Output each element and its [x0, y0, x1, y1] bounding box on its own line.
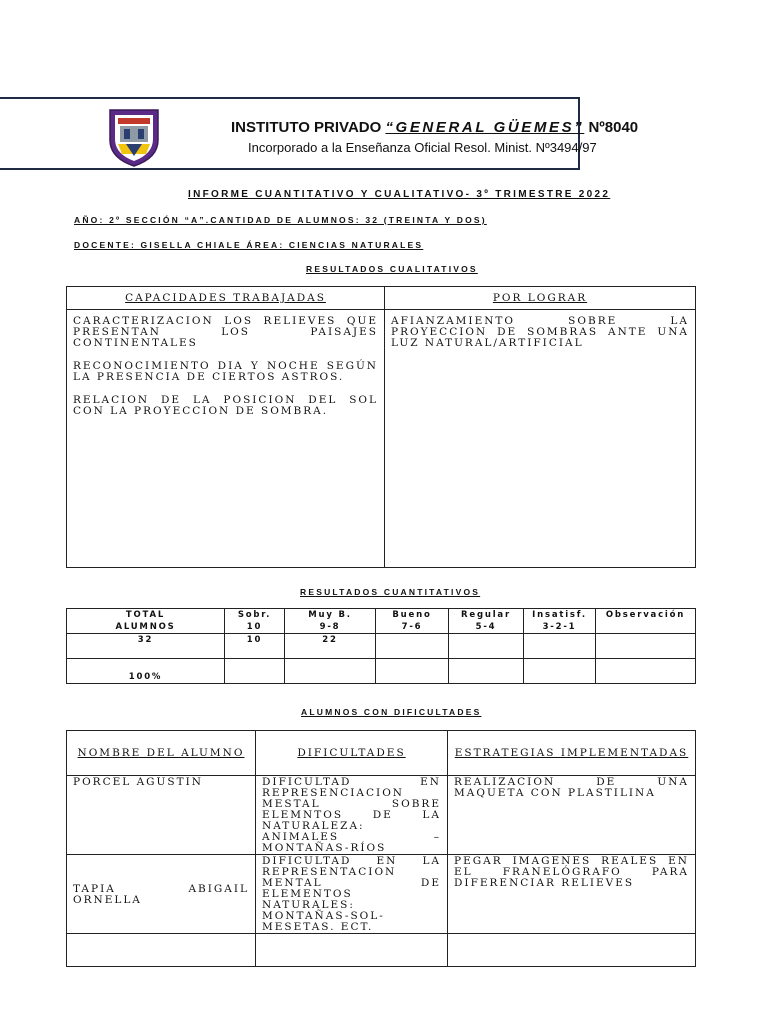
percent-cell [376, 659, 449, 684]
student-difficulty: DIFICULTAD EN LA REPRESENTACION MENTAL DE ELEMENTOS NATURALES: MONTAÑAS-SOL- MESETAS. ECT. [256, 855, 448, 934]
institute-subtitle: Incorporado a la Enseñanza Oficial Resol. Minist. Nº3494/97 [248, 140, 597, 155]
count-cell [449, 634, 524, 659]
qualitative-section-title: RESULTADOS CUALITATIVOS [306, 264, 478, 274]
table-row [67, 776, 696, 855]
percent-cell [596, 659, 696, 684]
table-row [67, 855, 696, 934]
percent-cell [449, 659, 524, 684]
qualitative-table [66, 286, 696, 568]
capacity-item: CARACTERIZACION LOS RELIEVES QUE PRESENTAN LOS PAISAJES CONTINENTALES [73, 315, 378, 349]
header-difficulties: DIFICULTADES [256, 731, 448, 776]
col-observacion: Observación [596, 609, 696, 634]
header-student-name: NOMBRE DEL ALUMNO [67, 731, 256, 776]
col-sobr: Sobr. 10 [225, 609, 285, 634]
col-total: TOTAL ALUMNOS [67, 609, 225, 634]
capacities-cell [67, 310, 385, 568]
header-to-achieve: POR LOGRAR [385, 287, 696, 310]
difficulties-table [66, 730, 696, 967]
count-cell: 22 [285, 634, 376, 659]
percent-cell: 100% [67, 659, 225, 684]
quantitative-section-title: RESULTADOS CUANTITATIVOS [300, 587, 481, 597]
header-capacities: CAPACIDADES TRABAJADAS [67, 287, 385, 310]
institute-number: Nº8040 [584, 119, 639, 136]
institute-name: “GENERAL GÜEMES” [385, 119, 585, 136]
to-achieve-item: AFIANZAMIENTO SOBRE LA PROYECCION DE SOMBRAS ANTE UNA LUZ NATURAL/ARTIFICIAL [391, 315, 689, 349]
student-difficulty [256, 934, 448, 967]
header-strategies: ESTRATEGIAS IMPLEMENTADAS [448, 731, 696, 776]
teacher-line: DOCENTE: GISELLA CHIALE ÁREA: CIENCIAS NATURALES [74, 240, 424, 250]
to-achieve-cell [385, 310, 696, 568]
percent-cell [524, 659, 596, 684]
col-muy-bueno: Muy B. 9-8 [285, 609, 376, 634]
count-cell [524, 634, 596, 659]
count-cell: 32 [67, 634, 225, 659]
count-cell: 10 [225, 634, 285, 659]
student-difficulty: DIFICULTAD EN REPRESENCIACION MESTAL SOBRE ELEMNTOS DE LA NATURALEZA: ANIMALES – MONTAÑAS-RÍOS [256, 776, 448, 855]
count-cell [376, 634, 449, 659]
capacity-item: RELACION DE LA POSICION DEL SOL CON LA PROYECCION DE SOMBRA. [73, 394, 378, 417]
school-crest-icon [106, 104, 162, 168]
col-regular: Regular 5-4 [449, 609, 524, 634]
student-strategy: REALIZACION DE UNA MAQUETA CON PLASTILINA [448, 776, 696, 855]
student-name: PORCEL AGUSTIN [67, 776, 256, 855]
col-bueno: Bueno 7-6 [376, 609, 449, 634]
student-name: TAPIA ABIGAIL ORNELLA [67, 855, 256, 934]
difficulties-section-title: ALUMNOS CON DIFICULTADES [301, 707, 482, 717]
institute-title: INSTITUTO PRIVADO “GENERAL GÜEMES” Nº8040 [231, 119, 639, 136]
student-name [67, 934, 256, 967]
report-title: INFORME CUANTITATIVO Y CUALITATIVO- 3º TRIMESTRE 2022 [188, 189, 611, 200]
student-strategy: PEGAR IMAGENES REALES EN EL FRANELÓGRAFO PARA DIFERENCIAR RELIEVES [448, 855, 696, 934]
count-cell [596, 634, 696, 659]
student-strategy [448, 934, 696, 967]
percent-cell [225, 659, 285, 684]
table-row [67, 934, 696, 967]
capacity-item: RECONOCIMIENTO DIA Y NOCHE SEGÚN LA PRESENCIA DE CIERTOS ASTROS. [73, 360, 378, 383]
percent-cell [285, 659, 376, 684]
quantitative-table [66, 608, 696, 684]
col-insatisf: Insatisf. 3-2-1 [524, 609, 596, 634]
year-section-line: AÑO: 2º SECCIÓN “A”.CANTIDAD DE ALUMNOS: 32 (TREINTA Y DOS) [74, 215, 487, 225]
